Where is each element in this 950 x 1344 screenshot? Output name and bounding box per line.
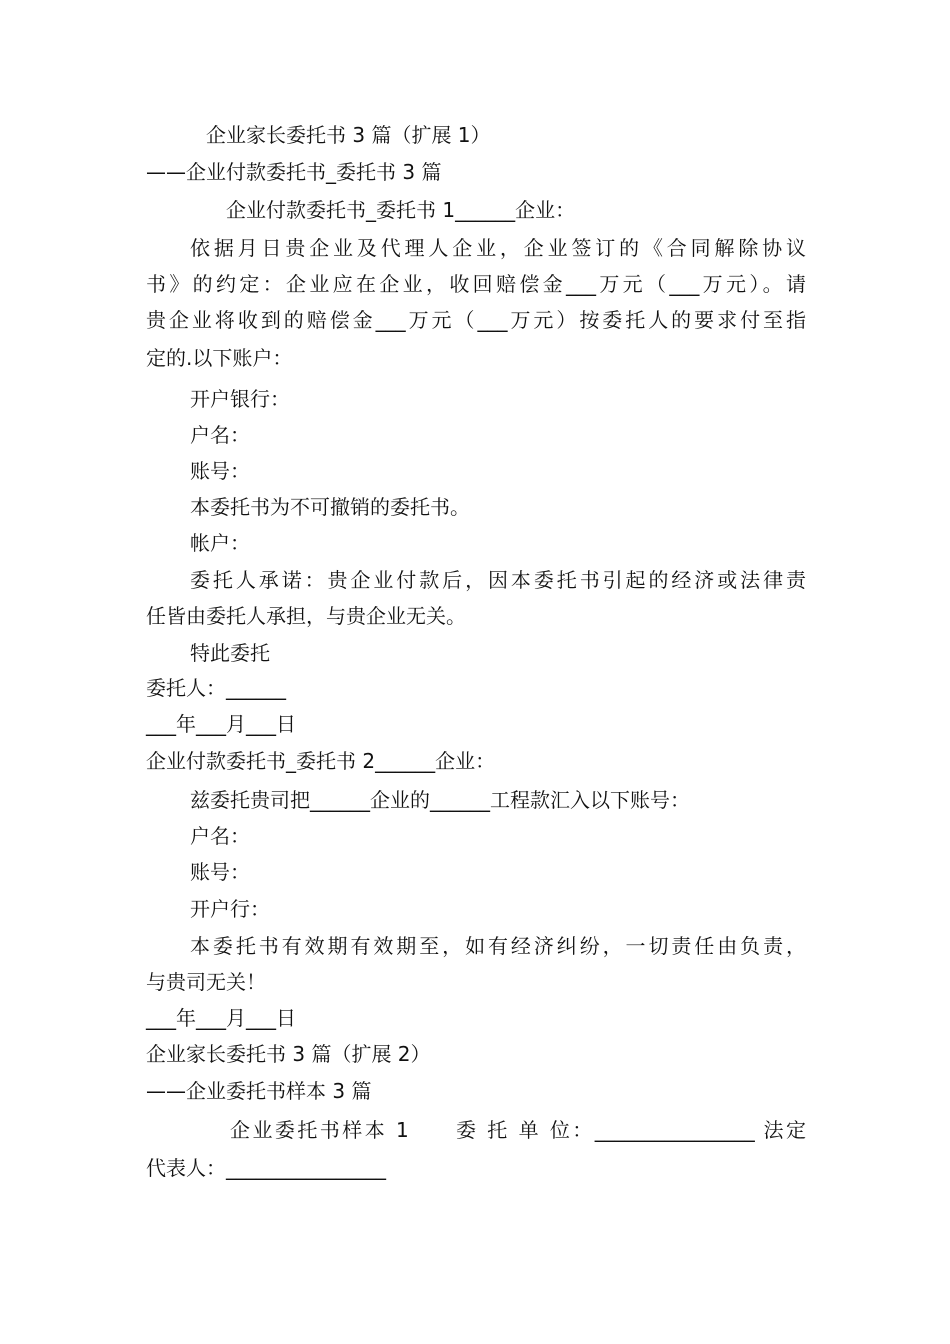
paragraph-line: 兹委托贵司把______企业的______工程款汇入以下账号： xyxy=(190,788,690,812)
field-account-label: 帐户： xyxy=(190,531,250,555)
paragraph-line: 依据月日贵企业及代理人企业，企业签订的《合同解除协议 xyxy=(190,236,806,260)
field-account-number-label: 账号： xyxy=(190,459,250,483)
paragraph-line: 定的.以下账户： xyxy=(146,346,293,370)
field-account-name-label: 户名： xyxy=(190,423,250,447)
field-account-number-label: 账号： xyxy=(190,860,250,884)
field-account-name-label: 户名： xyxy=(190,824,250,848)
closing-remark: 特此委托 xyxy=(190,641,270,665)
subheading-payment-authorization: ——企业付款委托书_委托书 3 篇 xyxy=(146,160,442,184)
principal-signature-line: 委托人：______ xyxy=(146,676,286,700)
paragraph-line: 任皆由委托人承担，与贵企业无关。 xyxy=(146,604,466,628)
field-bank-label: 开户银行： xyxy=(190,387,290,411)
paragraph-line: 贵企业将收到的赔偿金___万元（___万元）按委托人的要求付至指 xyxy=(146,308,806,332)
paragraph-line: 本委托书有效期有效期至，如有经济纠纷，一切责任由负责， xyxy=(190,934,806,958)
heading-extension-2: 企业家长委托书 3 篇（扩展 2） xyxy=(146,1042,431,1066)
paragraph-line: 企业委托书样本 1 委 托 单 位：________________ 法定 xyxy=(230,1118,806,1142)
heading-extension-1: 企业家长委托书 3 篇（扩展 1） xyxy=(206,123,491,147)
date-line: ___年___月___日 xyxy=(146,712,296,736)
irrevocable-statement: 本委托书为不可撤销的委托书。 xyxy=(190,495,470,519)
paragraph-line: 委托人承诺：贵企业付款后，因本委托书引起的经济或法律责 xyxy=(190,568,806,592)
subheading-authorization-sample: ——企业委托书样本 3 篇 xyxy=(146,1079,372,1103)
paragraph-line: 书》的约定：企业应在企业，收回赔偿金___万元（___万元）。请 xyxy=(146,272,806,296)
section-title-payment-2: 企业付款委托书_委托书 2______企业： xyxy=(146,749,496,773)
date-line: ___年___月___日 xyxy=(146,1006,296,1030)
paragraph-line: 与贵司无关！ xyxy=(146,970,266,994)
legal-representative-line: 代表人：________________ xyxy=(146,1156,386,1180)
field-bank-branch-label: 开户行： xyxy=(190,897,270,921)
section-title-payment-1: 企业付款委托书_委托书 1______企业： xyxy=(226,198,576,222)
